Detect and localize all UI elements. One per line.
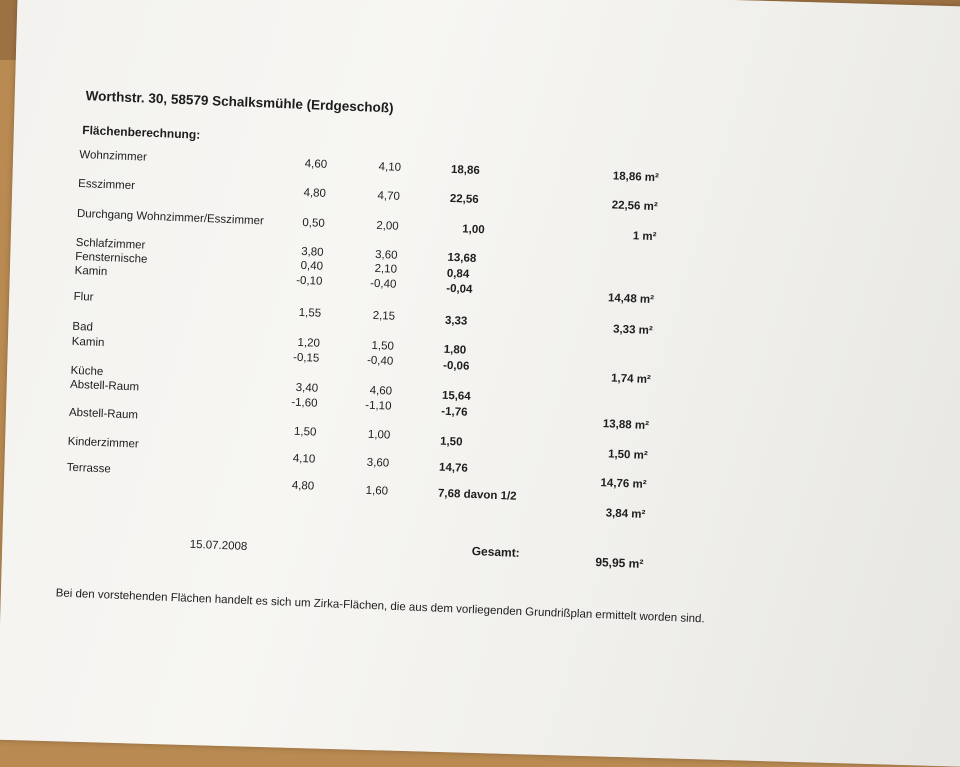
row-label: Küche (70, 364, 104, 379)
row-area: 1,00 (462, 223, 485, 237)
row-length: -0,10 (295, 274, 323, 288)
row-width: 4,60 (369, 384, 393, 398)
row-label: Esszimmer (77, 177, 136, 193)
row-area: -0,06 (442, 359, 470, 373)
row-length: 3,80 (300, 245, 324, 259)
row-length: 1,20 (297, 336, 321, 350)
row-length: 4,60 (304, 158, 328, 171)
row-label: Wohnzimmer (79, 148, 148, 164)
row-total: 14,76 m² (600, 477, 647, 491)
row-width: -0,40 (369, 277, 397, 291)
row-total: 3,84 m² (605, 507, 646, 521)
row-total: 22,56 m² (611, 199, 658, 214)
document-content (55, 88, 901, 720)
row-area: 13,68 (447, 251, 477, 265)
row-total: 18,86 m² (612, 170, 660, 185)
row-width: 2,10 (374, 262, 398, 276)
row-width: -1,10 (365, 399, 392, 413)
row-label: Schlafzimmer (75, 236, 146, 252)
row-area: -1,76 (441, 405, 468, 419)
row-width: -0,40 (366, 354, 394, 368)
row-width: 2,15 (372, 309, 396, 323)
row-area: 15,64 (441, 389, 471, 403)
row-total: 14,48 m² (607, 292, 655, 307)
row-area: 3,33 (444, 314, 468, 328)
row-total: 1 m² (632, 230, 657, 244)
row-area: 0,84 (446, 267, 470, 281)
row-area: 1,80 (443, 343, 467, 357)
total-value: 95,95 m² (595, 554, 644, 571)
row-length: 1,50 (293, 425, 317, 439)
row-total: 1,74 m² (610, 372, 651, 387)
row-area: 14,76 (438, 461, 469, 475)
row-area: 1,50 (439, 435, 463, 449)
row-total: 13,88 m² (602, 418, 650, 433)
row-width: 4,70 (377, 189, 401, 203)
row-width: 4,10 (378, 160, 402, 174)
row-length: 4,80 (291, 479, 315, 493)
row-label: Kamin (74, 264, 108, 279)
row-area: 7,68 davon 1/2 (437, 487, 517, 503)
row-length: 1,55 (298, 306, 322, 320)
row-label: Kinderzimmer (67, 435, 139, 451)
row-length: 0,40 (300, 259, 324, 273)
row-length: 0,50 (302, 216, 325, 230)
row-label: Kamin (71, 335, 105, 350)
row-width: 3,60 (374, 248, 398, 262)
document-title: Worthstr. 30, 58579 Schalksmühle (Erdgeschoß) (85, 88, 394, 116)
row-area: 22,56 (449, 192, 479, 207)
document-date: 15.07.2008 (189, 538, 248, 553)
row-label: Flur (73, 290, 94, 304)
row-width: 1,00 (367, 428, 391, 442)
row-label: Terrasse (66, 461, 112, 476)
section-heading: Flächenberechnung: (82, 123, 201, 142)
row-length: 3,40 (295, 381, 319, 395)
row-total: 3,33 m² (612, 323, 653, 338)
row-width: 1,50 (371, 339, 395, 353)
row-length: -0,15 (292, 351, 320, 365)
row-total: 1,50 m² (607, 448, 648, 462)
row-label: Durchgang Wohnzimmer/Esszimmer (76, 207, 265, 228)
row-label: Fensternische (74, 250, 148, 266)
row-label: Bad (72, 320, 94, 334)
row-length: -1,60 (291, 396, 318, 410)
footnote: Bei den vorstehenden Flächen handelt es sich um Zirka-Flächen, die aus dem vorliegenden Grundrißplan ermittelt worden sind. (55, 587, 705, 626)
row-area: 18,86 (450, 163, 481, 178)
row-length: 4,80 (303, 186, 327, 200)
row-width: 2,00 (376, 219, 399, 233)
row-width: 1,60 (365, 484, 389, 498)
row-area: -0,04 (445, 282, 473, 296)
row-width: 3,60 (366, 456, 390, 470)
total-label: Gesamt: (471, 544, 521, 560)
row-label: Abstell-Raum (68, 406, 139, 422)
row-label: Abstell-Raum (69, 378, 140, 394)
row-length: 4,10 (292, 452, 316, 466)
